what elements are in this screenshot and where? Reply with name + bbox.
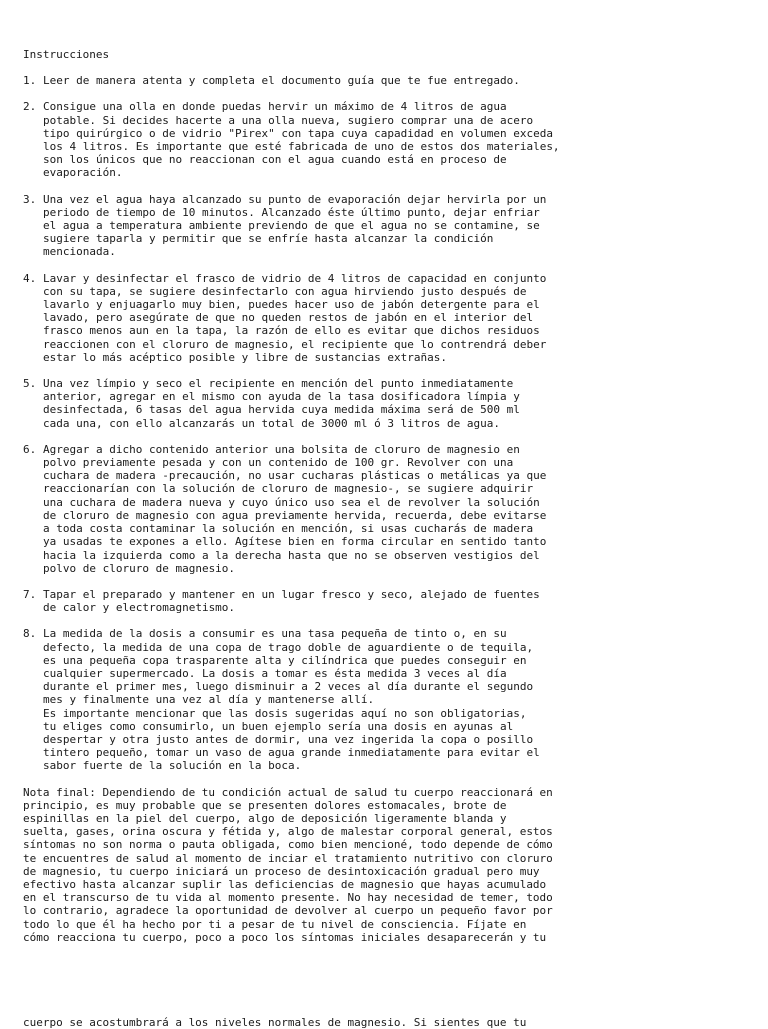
text-line: defecto, la medida de una copa de trago doble de aguardiente o de tequila,	[43, 640, 534, 654]
text-line: lavado, pero asegúrate de que no queden restos de jabón en el interior del	[43, 311, 534, 325]
text-line: cada una, con ello alcanzarás un total de 3000 ml ó 3 litros de agua.	[43, 416, 500, 430]
instruction-number: 7.	[23, 587, 37, 601]
text-line: estar lo más acéptico posible y libre de sustancias extrañas.	[43, 350, 447, 364]
text-line: polvo de cloruro de magnesio.	[43, 561, 236, 575]
instruction-number: 4.	[23, 271, 37, 285]
text-line: una cuchara de madera nueva y cuyo único uso sea el de revolver la solución	[43, 495, 540, 509]
text-line: de calor y electromagnetismo.	[43, 601, 236, 615]
text-line: tu eliges como consumirlo, un buen ejemplo sería una dosis en ayunas al	[43, 719, 514, 733]
instruction-text	[43, 272, 758, 364]
next-page-text: cuerpo se acostumbrará a los niveles normales de magnesio. Si sientes que tu	[23, 1016, 527, 1029]
text-line: evaporación.	[43, 166, 123, 180]
instruction-number: 5.	[23, 377, 37, 391]
instruction-list	[23, 74, 758, 772]
text-line: reaccionarían con la solución de cloruro de magnesio-, se sugiere adquirir	[43, 482, 534, 496]
text-line: cualquier supermercado. La dosis a tomar es ésta medida 3 veces al día	[43, 666, 507, 680]
text-line: suelta, gases, orina oscura y fétida y, algo de malestar corporal general, estos	[23, 825, 553, 839]
instruction-item	[23, 100, 758, 179]
text-line: con su tapa, se sugiere desinfectarlo con agua hirviendo justo después de	[43, 284, 527, 298]
text-line: en el transcurso de tu vida al momento presente. No hay necesidad de temer, todo	[23, 891, 553, 905]
instruction-text	[43, 443, 758, 575]
text-line: mencionada.	[43, 245, 116, 259]
instruction-text	[43, 74, 758, 87]
text-line: Tapar el preparado y mantener en un lugar fresco y seco, alejado de fuentes	[43, 587, 540, 601]
text-line: Agregar a dicho contenido anterior una bolsita de cloruro de magnesio en	[43, 442, 520, 456]
instruction-text	[43, 588, 758, 614]
instruction-text	[43, 100, 758, 179]
instruction-number: 2.	[23, 100, 37, 114]
text-line: reaccionen con el cloruro de magnesio, el recipiente que lo contrendrá deber	[43, 337, 547, 351]
text-line: lo contrario, agradece la oportunidad de devolver al cuerpo un pequeño favor por	[23, 904, 553, 918]
text-line: potable. Si decides hacerte a una olla nueva, sugiero comprar una de acero	[43, 113, 534, 127]
instruction-text	[43, 193, 758, 259]
instruction-number: 3.	[23, 192, 37, 206]
text-line: sabor fuerte de la solución en la boca.	[43, 759, 302, 773]
instruction-item	[23, 272, 758, 364]
text-line: frasco menos aun en la tapa, la razón de ello es evitar que dichos residuos	[43, 324, 540, 338]
text-line: tipo quirúrgico o de vidrio "Pirex" con tapa cuya capadidad en volumen exceda	[43, 126, 553, 140]
text-line: Lavar y desinfectar el frasco de vidrio de 4 litros de capacidad en conjunto	[43, 271, 547, 285]
text-line: sugiere taparla y permitir que se enfríe hasta alcanzar la condición	[43, 232, 494, 246]
text-line: ya usadas te expones a ello. Agítese bien en forma circular en sentido tanto	[43, 535, 547, 549]
text-line: desinfectada, 6 tasas del agua hervida cuya medida máxima será de 500 ml	[43, 403, 520, 417]
text-line: todo lo que él ha hecho por ti a pesar de tu nivel de consciencia. Fíjate en	[23, 917, 527, 931]
text-line: es una pequeña copa trasparente alta y cilíndrica que puedes conseguir en	[43, 653, 527, 667]
instruction-item	[23, 193, 758, 259]
text-line: polvo previamente pesada y con un contenido de 100 gr. Revolver con una	[43, 456, 514, 470]
document-page	[23, 48, 758, 944]
text-line: periodo de tiempo de 10 minutos. Alcanzado éste último punto, dejar enfriar	[43, 205, 540, 219]
text-line: te encuentres de salud al momento de inciar el tratamiento nutritivo con cloruro	[23, 851, 553, 865]
instruction-number: 1.	[23, 74, 37, 88]
text-line: de cloruro de magnesio con agua previamente hervida, recuerda, debe evitarse	[43, 508, 547, 522]
text-line: anterior, agregar en el mismo con ayuda de la tasa dosificadora límpia y	[43, 390, 520, 404]
text-line: efectivo hasta alcanzar suplir las deficiencias de magnesio que hayas acumulado	[23, 877, 547, 891]
text-line: La medida de la dosis a consumir es una tasa pequeña de tinto o, en su	[43, 627, 507, 641]
instruction-item	[23, 74, 758, 87]
instruction-text	[43, 377, 758, 430]
document-title: Instrucciones	[23, 48, 110, 61]
instruction-item	[23, 443, 758, 575]
instruction-text	[43, 627, 758, 772]
instruction-item	[23, 588, 758, 614]
text-line: los 4 litros. Es importante que esté fabricada de uno de estos dos materiales,	[43, 140, 560, 154]
final-note	[23, 786, 758, 944]
text-line: a toda costa contaminar la solución en mención, si usas cucharás de madera	[43, 522, 534, 536]
text-line: cómo reacciona tu cuerpo, poco a poco los síntomas iniciales desaparecerán y tu	[23, 930, 547, 944]
text-line: cuchara de madera -precaución, no usar cucharas plásticas o metálicas ya que	[43, 469, 547, 483]
text-line: hacia la izquierda como a la derecha hasta que no se observen vestigios del	[43, 548, 540, 562]
text-line: Nota final: Dependiendo de tu condición actual de salud tu cuerpo reaccionará en	[23, 785, 553, 799]
text-line: de magnesio, tu cuerpo iniciará un proceso de desintoxicación gradual pero muy	[23, 864, 540, 878]
instruction-item	[23, 377, 758, 430]
text-line: el agua a temperatura ambiente previendo de que el agua no se contamine, se	[43, 219, 540, 233]
text-line: Es importante mencionar que las dosis sugeridas aquí no son obligatorias,	[43, 706, 527, 720]
text-line: principio, es muy probable que se presenten dolores estomacales, brote de	[23, 798, 507, 812]
text-line: Una vez el agua haya alcanzado su punto de evaporación dejar hervirla por un	[43, 192, 547, 206]
text-line: lavarlo y enjuagarlo muy bien, puedes hacer uso de jabón detergente para el	[43, 298, 540, 312]
instruction-item	[23, 627, 758, 772]
text-line: espinillas en la piel del cuerpo, algo de deposición ligeramente blanda y	[23, 811, 507, 825]
text-line: mes y finalmente una vez al día y mantenerse allí.	[43, 693, 375, 707]
text-line: Consigue una olla en donde puedas hervir un máximo de 4 litros de agua	[43, 100, 507, 114]
text-line: durante el primer mes, luego disminuir a 2 veces al día durante el segundo	[43, 680, 534, 694]
instruction-number: 6.	[23, 442, 37, 456]
text-line: son los únicos que no reaccionan con el agua cuando está en proceso de	[43, 153, 507, 167]
instruction-number: 8.	[23, 627, 37, 641]
text-line: síntomas no son norma o pauta obligada, como bien mencioné, todo depende de cómo	[23, 838, 553, 852]
text-line: Leer de manera atenta y completa el documento guía que te fue entregado.	[43, 74, 520, 88]
text-line: despertar y otra justo antes de dormir, una vez ingerida la copa o posillo	[43, 732, 534, 746]
text-line: Una vez límpio y seco el recipiente en mención del punto inmediatamente	[43, 377, 514, 391]
text-line: tintero pequeño, tomar un vaso de agua grande inmediatamente para evitar el	[43, 746, 540, 760]
